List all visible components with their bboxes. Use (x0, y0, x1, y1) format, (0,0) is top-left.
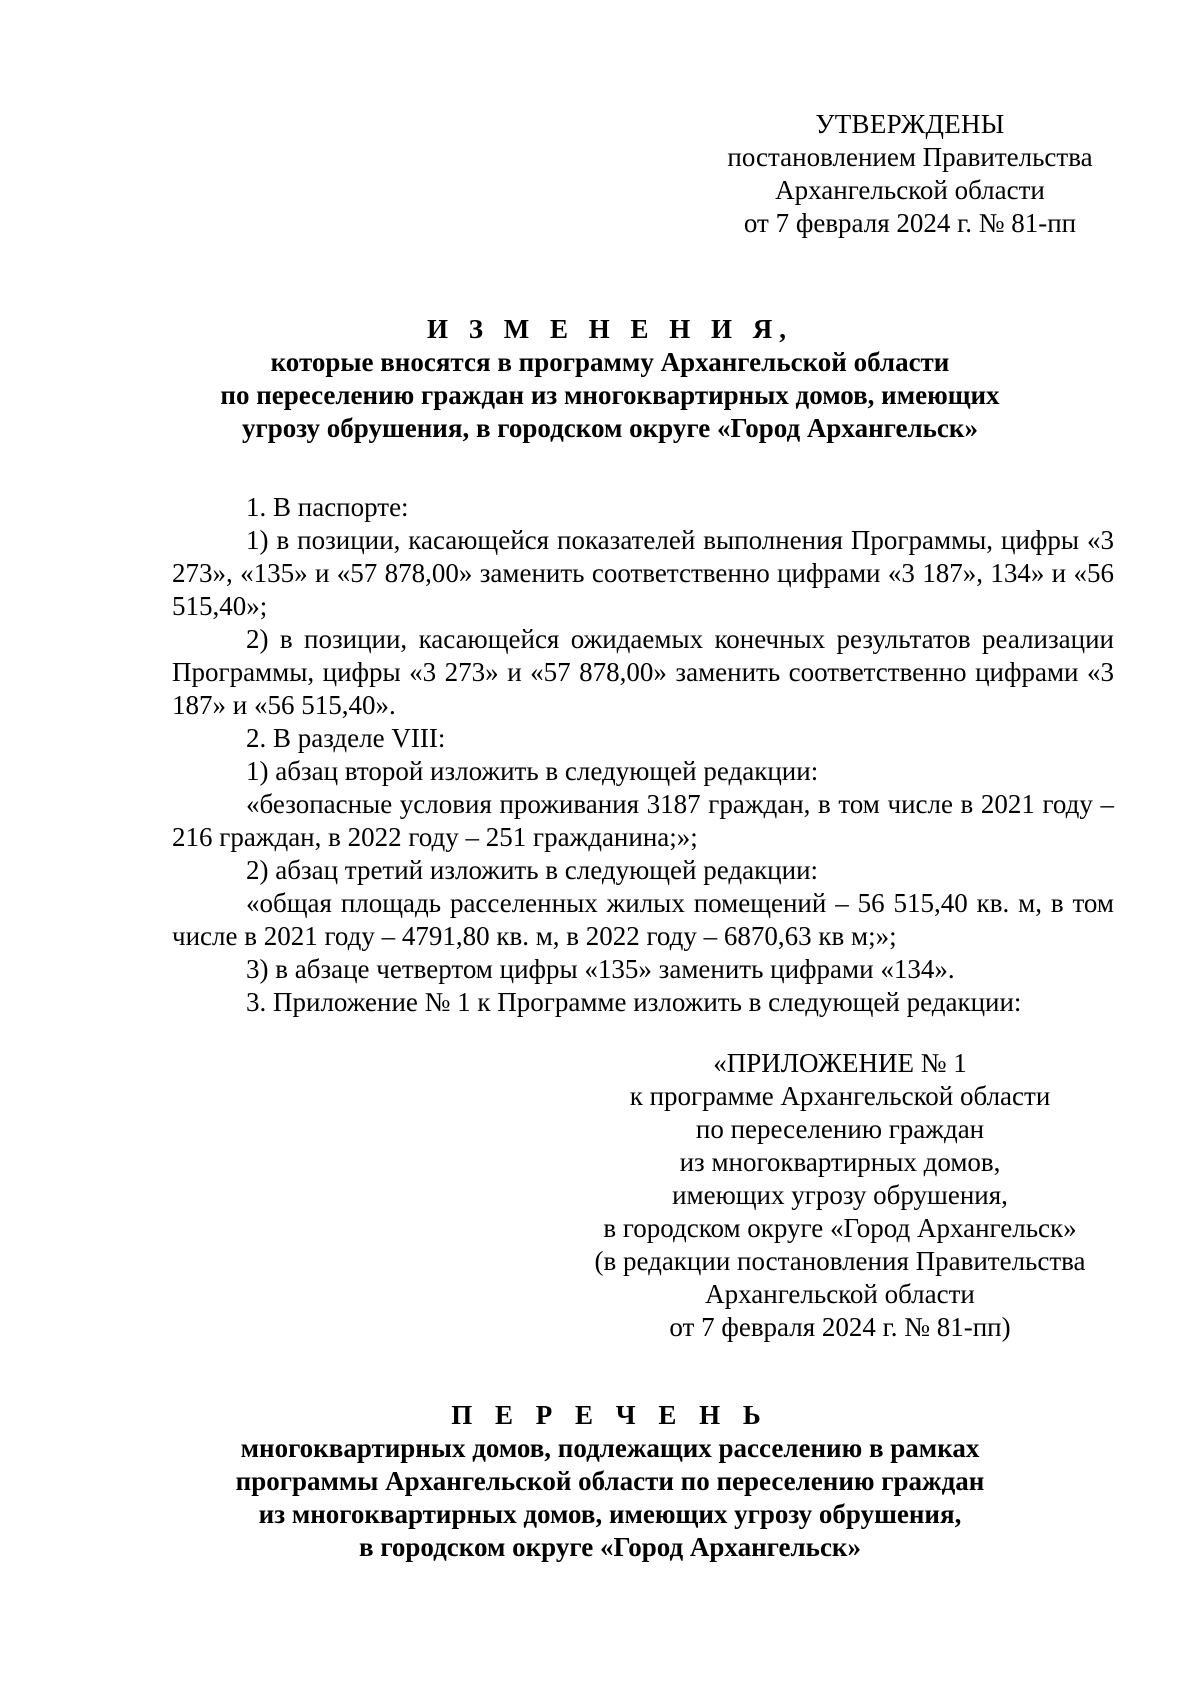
changes-heading: И З М Е Н Е Н И Я, (426, 314, 793, 344)
list-heading: П Е Р Е Ч Е Н Ь (451, 1400, 769, 1430)
paragraph-9: 3) в абзаце четвертом цифры «135» заменить цифрами «134». (246, 954, 955, 984)
approved-line-3: от 7 февраля 2024 г. № 81-пп (743, 208, 1077, 238)
approved-line-2: Архангельской области (775, 175, 1045, 205)
paragraph-7: 2) абзац третий изложить в следующей редакции: (246, 855, 819, 885)
approved-line-1: постановлением Правительства (727, 142, 1093, 172)
changes-subtitle-line-3: угрозу обрушения, в городском округе «Город Архангельск» (242, 413, 978, 443)
list-subtitle-line-4: в городском округе «Город Архангельск» (358, 1532, 861, 1562)
appendix-line-6: в городском округе «Город Архангельск» (603, 1213, 1077, 1243)
appendix-line-9: от 7 февраля 2024 г. № 81-пп) (669, 1312, 1011, 1342)
appendix-line-8: Архангельской области (705, 1279, 975, 1309)
paragraph-4: 2. В разделе VIII: (246, 723, 446, 753)
appendix-header-block (580, 1047, 1100, 1344)
list-title-block (180, 1399, 1040, 1564)
paragraph-5: 1) абзац второй изложить в следующей редакции: (246, 756, 819, 786)
list-subtitle-line-2: программы Архангельской области по переселению граждан (235, 1466, 985, 1496)
paragraph-10: 3. Приложение № 1 к Программе изложить в следующей редакции: (246, 987, 1022, 1017)
paragraph-1: 1. В паспорте: (246, 492, 409, 522)
appendix-line-4: из многоквартирных домов, (679, 1147, 1001, 1177)
appendix-line-3: по переселению граждан (695, 1114, 985, 1144)
changes-subtitle-line-1: которые вносятся в программу Архангельской области (270, 347, 950, 377)
document-body (172, 491, 1114, 1019)
appendix-line-7: (в редакции постановления Правительства (594, 1246, 1086, 1276)
list-subtitle-line-1: многоквартирных домов, подлежащих расселению в рамках (240, 1433, 980, 1463)
appendix-line-2: к программе Архангельской области (629, 1081, 1051, 1111)
changes-title-block (170, 313, 1050, 445)
paragraph-2: 1) в позиции, касающейся показателей выполнения Программы, цифры «3 273», «135» и «57 878,00» заменить соответственно цифрами «3 187», 134» и «56 515,40»; (172, 525, 1114, 621)
paragraph-8: «общая площадь расселенных жилых помещений – 56 515,40 кв. м, в том числе в 2021 году – 4791,80 кв. м, в 2022 году – 6870,63 кв м;»; (172, 888, 1114, 951)
paragraph-6: «безопасные условия проживания 3187 граждан, в том числе в 2021 году – 216 граждан, в 2022 году – 251 гражданина;»; (172, 789, 1114, 852)
changes-subtitle-line-2: по переселению граждан из многоквартирных домов, имеющих (220, 380, 1000, 410)
approved-heading: УТВЕРЖДЕНЫ (815, 109, 1005, 139)
appendix-line-1: «ПРИЛОЖЕНИЕ № 1 (713, 1048, 967, 1078)
approval-stamp-block (690, 108, 1130, 240)
appendix-line-5: имеющих угрозу обрушения, (672, 1180, 1008, 1210)
list-subtitle-line-3: из многоквартирных домов, имеющих угрозу обрушения, (258, 1499, 962, 1529)
paragraph-3: 2) в позиции, касающейся ожидаемых конечных результатов реализации Программы, цифры «3 273» и «57 878,00» заменить соответственно цифрами «3 187» и «56 515,40». (172, 624, 1114, 720)
